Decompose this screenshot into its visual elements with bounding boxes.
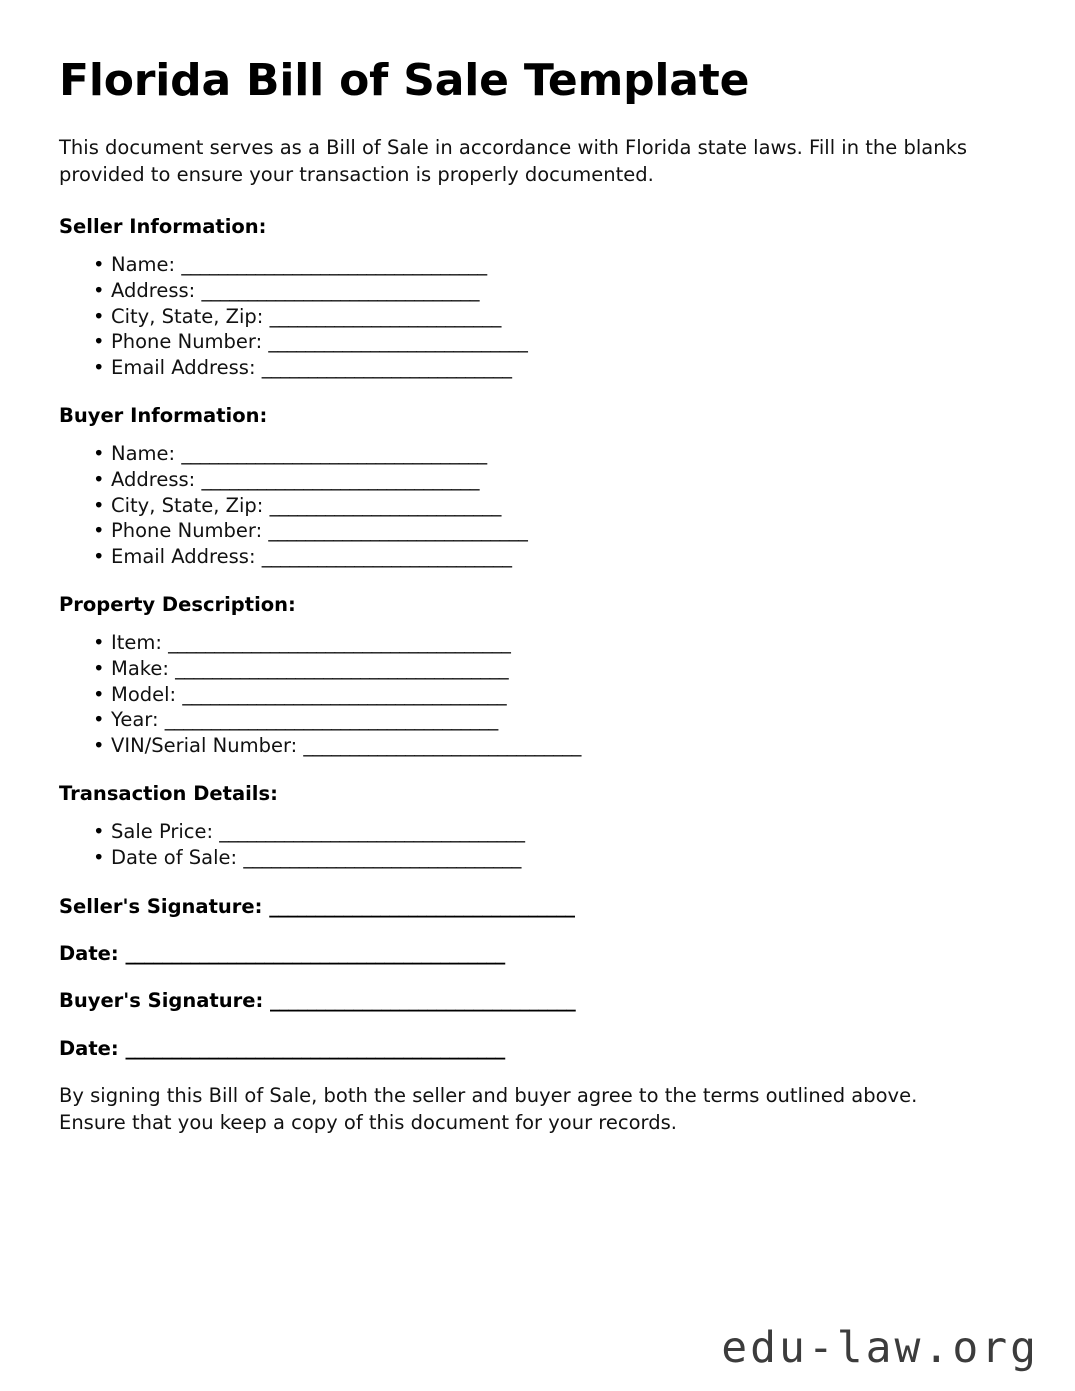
section-heading-seller: Seller Information: xyxy=(59,214,267,238)
field-label: Email Address: xyxy=(111,356,256,379)
list-item xyxy=(59,656,985,682)
list-item xyxy=(59,544,985,570)
list-item xyxy=(59,329,985,355)
field-blank[interactable]: _________________________________ xyxy=(219,820,525,844)
list-item xyxy=(59,707,985,733)
field-blank[interactable]: ____________________________________ xyxy=(175,656,509,680)
field-label: Phone Number: xyxy=(111,519,263,543)
field-blank[interactable]: _________________________ xyxy=(269,304,501,328)
list-item xyxy=(59,467,985,493)
property-field-list xyxy=(59,630,985,759)
seller-date-line xyxy=(59,941,985,966)
list-item xyxy=(59,518,985,544)
list-item xyxy=(59,819,985,845)
list-item xyxy=(59,493,985,519)
field-label: City, State, Zip: xyxy=(111,304,264,328)
transaction-field-list xyxy=(59,819,985,870)
intro-paragraph: This document serves as a Bill of Sale in accordance with Florida state laws. Fill in the blanks provided to ensure your transaction is properly documented. xyxy=(59,136,968,186)
field-label: Email Address: xyxy=(111,545,256,569)
list-item xyxy=(59,630,985,656)
field-blank[interactable]: ___________________________________ xyxy=(182,682,507,706)
closing-paragraph: By signing this Bill of Sale, both the seller and buyer agree to the terms outlined above. Ensure that you keep a copy of this document for your records. xyxy=(59,1084,918,1134)
field-blank[interactable]: ______________________________ xyxy=(243,845,521,869)
buyer-field-list xyxy=(59,441,985,570)
list-item xyxy=(59,304,985,330)
buyer-date-blank[interactable]: _________________________________________ xyxy=(125,1036,505,1060)
field-label: Sale Price: xyxy=(111,820,214,844)
buyer-date-line xyxy=(59,1036,985,1061)
field-label: VIN/Serial Number: xyxy=(111,734,298,758)
seller-date-label: Date: xyxy=(59,942,119,966)
field-label: Date of Sale: xyxy=(111,845,238,869)
buyer-date-label: Date: xyxy=(59,1036,119,1060)
site-watermark: edu-law.org xyxy=(721,1323,1039,1373)
buyer-signature-blank[interactable]: _________________________________ xyxy=(270,989,576,1013)
field-label: Item: xyxy=(111,631,162,655)
seller-signature-blank[interactable]: _________________________________ xyxy=(269,894,575,918)
field-blank[interactable]: ___________________________ xyxy=(261,545,512,569)
list-item xyxy=(59,355,985,381)
list-item xyxy=(59,441,985,467)
field-blank[interactable]: ____________________________ xyxy=(268,330,528,354)
field-blank[interactable]: ___________________________ xyxy=(261,356,512,379)
field-label: Year: xyxy=(111,708,159,732)
seller-signature-line xyxy=(59,894,985,919)
list-item xyxy=(59,845,985,871)
field-blank[interactable]: _________________________ xyxy=(269,493,501,517)
section-heading-buyer: Buyer Information: xyxy=(59,403,268,427)
field-label: City, State, Zip: xyxy=(111,493,264,517)
field-blank[interactable]: _____________________________________ xyxy=(168,631,511,655)
field-blank[interactable]: ____________________________________ xyxy=(164,708,498,732)
signature-block xyxy=(59,894,985,1061)
buyer-signature-line xyxy=(59,988,985,1013)
field-blank[interactable]: ______________________________ xyxy=(303,734,581,758)
field-label: Phone Number: xyxy=(111,330,263,354)
closing-wrapper xyxy=(59,1083,985,1136)
field-label: Address: xyxy=(111,467,196,491)
page-title: Florida Bill of Sale Template xyxy=(59,55,750,106)
field-label: Name: xyxy=(111,442,176,466)
list-item xyxy=(59,278,985,304)
field-blank[interactable]: _________________________________ xyxy=(181,253,487,277)
field-blank[interactable]: ______________________________ xyxy=(201,278,479,302)
list-item xyxy=(59,733,985,759)
list-item xyxy=(59,252,985,278)
seller-field-list xyxy=(59,252,985,381)
seller-date-blank[interactable]: _________________________________________ xyxy=(125,942,505,966)
field-label: Make: xyxy=(111,656,169,680)
field-label: Name: xyxy=(111,253,176,277)
buyer-signature-label: Buyer's Signature: xyxy=(59,989,264,1013)
field-blank[interactable]: ______________________________ xyxy=(201,467,479,491)
section-heading-transaction: Transaction Details: xyxy=(59,781,278,805)
field-blank[interactable]: _________________________________ xyxy=(181,442,487,466)
section-heading-property: Property Description: xyxy=(59,592,296,616)
list-item xyxy=(59,682,985,708)
field-label: Address: xyxy=(111,278,196,302)
field-label: Model: xyxy=(111,682,177,706)
field-blank[interactable]: ____________________________ xyxy=(268,519,528,543)
seller-signature-label: Seller's Signature: xyxy=(59,894,263,918)
